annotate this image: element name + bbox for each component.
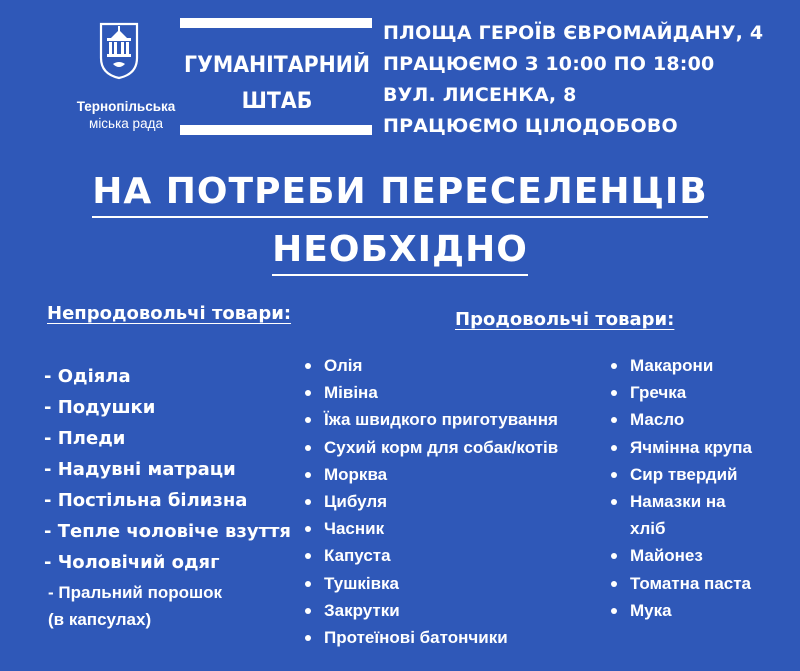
list-item: Закрутки — [305, 597, 558, 624]
list-item-continuation: хліб — [630, 519, 666, 539]
address-2: ВУЛ. ЛИСЕНКА, 8 — [383, 84, 577, 106]
food-list-column-1 — [305, 352, 558, 651]
list-item: Морква — [305, 461, 558, 488]
non-food-heading: Непродовольчі товари: — [47, 303, 292, 324]
headline-line-1: НА ПОТРЕБИ ПЕРЕСЕЛЕНЦІВ — [0, 170, 800, 218]
top-divider-bar — [180, 18, 372, 28]
list-item: Масло — [611, 406, 752, 433]
list-item: Мука — [611, 597, 752, 624]
non-food-list — [44, 361, 291, 578]
list-item: Часник — [305, 515, 558, 542]
list-item: Намазки на — [611, 488, 752, 515]
list-item: Олія — [305, 352, 558, 379]
hq-title — [181, 48, 373, 120]
headline-line-2: НЕОБХІДНО — [0, 228, 800, 276]
list-item: - Постільна білизна — [44, 490, 248, 511]
food-list-column-2 — [611, 352, 752, 624]
hours-2: ПРАЦЮЄМО ЦІЛОДОБОВО — [383, 115, 678, 137]
hours-1: ПРАЦЮЄМО З 10:00 ПО 18:00 — [383, 53, 715, 75]
food-heading: Продовольчі товари: — [455, 309, 675, 330]
list-item: - Одіяла — [44, 366, 131, 387]
list-item: Макарони — [611, 352, 752, 379]
list-item: Гречка — [611, 379, 752, 406]
list-item: Тушківка — [305, 570, 558, 597]
list-item: Сир твердий — [611, 461, 752, 488]
list-item: Мівіна — [305, 379, 558, 406]
extra-item-line-1: - Пральний порошок — [48, 583, 223, 602]
hq-title-line-2: ШТАБ — [241, 89, 313, 114]
list-item: Томатна паста — [611, 570, 752, 597]
list-item: Ячмінна крупа — [611, 434, 752, 461]
list-item: - Пледи — [44, 428, 126, 449]
list-item: Сухий корм для собак/котів — [305, 434, 558, 461]
city-council-logo-text — [66, 98, 186, 132]
logo-line-1: Тернопільська — [76, 99, 176, 114]
list-item: Їжа швидкого приготування — [305, 406, 558, 433]
list-item: - Чоловічий одяг — [44, 552, 220, 573]
city-crest-icon — [99, 22, 139, 80]
list-item: Майонез — [611, 542, 752, 569]
bottom-divider-bar — [180, 125, 372, 135]
address-block — [383, 18, 763, 142]
extra-item-line-2: (в капсулах) — [48, 610, 152, 629]
list-item: - Подушки — [44, 397, 156, 418]
list-item: Протеїнові батончики — [305, 624, 558, 651]
list-item: - Надувні матраци — [44, 459, 236, 480]
list-item: Цибуля — [305, 488, 558, 515]
non-food-extra-item — [48, 579, 222, 633]
list-item: - Тепле чоловіче взуття — [44, 521, 291, 542]
logo-line-2: міська рада — [89, 116, 163, 131]
hq-title-line-1: ГУМАНІТАРНИЙ — [184, 53, 370, 78]
address-1: ПЛОЩА ГЕРОЇВ ЄВРОМАЙДАНУ, 4 — [383, 22, 764, 44]
list-item: Капуста — [305, 542, 558, 569]
